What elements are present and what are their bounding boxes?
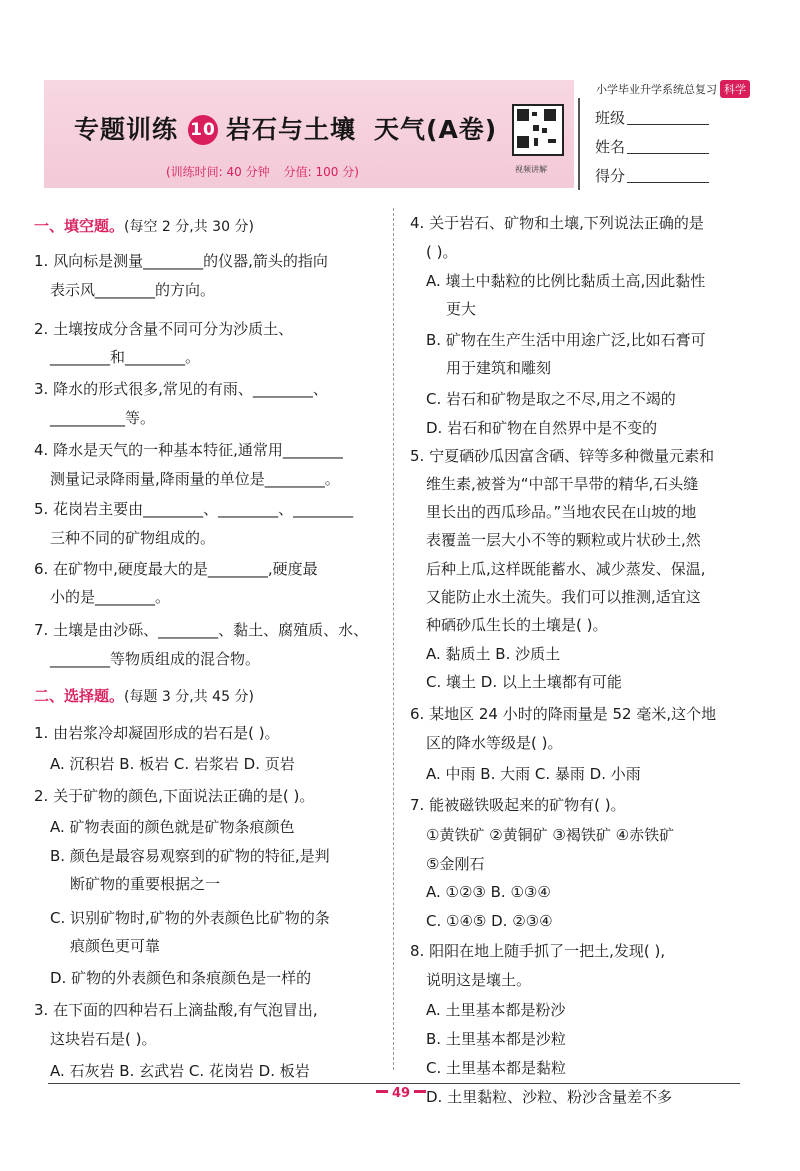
question-line: 2. 关于矿物的颜色,下面说法正确的是( )。: [34, 787, 315, 805]
footer-rule: [48, 1083, 740, 1084]
question-line: 2. 土壤按成分含量不同可分为沙质土、: [34, 320, 294, 338]
section-heading: [34, 212, 254, 241]
name-field[interactable]: [595, 136, 709, 157]
question-text-line: 区的降水等级是( )。: [426, 734, 563, 752]
class-field[interactable]: [595, 107, 709, 128]
series-label: [596, 80, 746, 98]
score-value: 分值: 100 分): [283, 165, 359, 179]
question-text-line: A. 壤土中黏粒的比例比黏质土高,因此黏性: [426, 272, 706, 290]
class-label: 班级: [595, 109, 626, 127]
question-text-line: ( )。: [426, 243, 458, 261]
question-text-line: 小的是________。: [50, 588, 171, 606]
column-divider: [393, 208, 394, 1070]
question-line: 6. 某地区 24 小时的降雨量是 52 毫米,这个地: [410, 705, 717, 723]
question-line: 3. 降水的形式很多,常见的有雨、________、: [34, 380, 328, 398]
question-text-line: A. 石灰岩 B. 玄武岩 C. 花岗岩 D. 板岩: [50, 1062, 310, 1080]
question-text-line: A. 沉积岩 B. 板岩 C. 岩浆岩 D. 页岩: [50, 755, 295, 773]
question-text-line: C. 岩石和矿物是取之不尽,用之不竭的: [426, 390, 676, 408]
question-text-line: C. 土里基本都是黏粒: [426, 1059, 567, 1077]
title-prefix: 专题训练: [74, 115, 179, 144]
question-text-line: D. 土里黏粒、沙粒、粉沙含量差不多: [426, 1088, 673, 1106]
question-text-line: B. 颜色是最容易观察到的矿物的特征,是判: [50, 847, 330, 865]
title-second: 天气(A卷): [374, 115, 498, 144]
section-title: 一、填空题。: [34, 217, 125, 235]
subject-tag: 科学: [720, 80, 750, 98]
question-text-line: 说明这是壤土。: [426, 971, 532, 989]
question-text-line: A. 土里基本都是粉沙: [426, 1001, 566, 1019]
question-text-line: C. ①④⑤ D. ②③④: [426, 912, 553, 930]
question-line: 5. 花岗岩主要由________、________、________: [34, 500, 354, 518]
question-text-line: 断矿物的重要根据之一: [70, 875, 221, 893]
page-number-text: 49: [392, 1086, 411, 1101]
question-line: 4. 关于岩石、矿物和土壤,下列说法正确的是: [410, 214, 704, 232]
series-name: 小学毕业升学系统总复习: [596, 83, 717, 96]
class-blank[interactable]: [627, 110, 709, 125]
name-label: 姓名: [595, 138, 626, 156]
question-text-line: 表覆盖一层大小不等的颗粒或片状砂土,然: [426, 531, 701, 549]
question-text-line: 这块岩石是( )。: [50, 1030, 157, 1048]
question-text-line: A. 中雨 B. 大雨 C. 暴雨 D. 小雨: [426, 765, 641, 783]
question-line: 8. 阳阳在地上随手抓了一把土,发现( ),: [410, 942, 666, 960]
page-number: [372, 1086, 430, 1101]
question-text-line: ________等物质组成的混合物。: [50, 650, 261, 668]
question-text-line: __________等。: [50, 409, 156, 427]
question-text-line: 表示风________的方向。: [50, 281, 216, 299]
page-title: [74, 110, 497, 146]
question-text-line: 更大: [446, 300, 477, 318]
question-line: 5. 宁夏硒砂瓜因富含硒、锌等多种微量元素和: [410, 447, 715, 465]
qr-code-icon[interactable]: [512, 104, 564, 156]
question-text-line: 三种不同的矿物组成的。: [50, 529, 216, 547]
question-text-line: ⑤金刚石: [426, 855, 485, 873]
question-text-line: B. 土里基本都是沙粒: [426, 1030, 566, 1048]
question-text-line: 维生素,被誉为“中部干旱带的精华,石头缝: [426, 475, 699, 493]
question-line: 1. 风向标是测量________的仪器,箭头的指向: [34, 252, 328, 270]
question-line: 6. 在矿物中,硬度最大的是________,硬度最: [34, 560, 318, 578]
training-meta: [166, 163, 373, 180]
question-line: 7. 能被磁铁吸起来的矿物有( )。: [410, 796, 626, 814]
question-text-line: ①黄铁矿 ②黄铜矿 ③褐铁矿 ④赤铁矿: [426, 826, 675, 844]
question-text-line: ________和________。: [50, 348, 201, 366]
title-banner: [44, 80, 574, 188]
question-line: 7. 土壤是由沙砾、________、黏土、腐殖质、水、: [34, 621, 369, 639]
question-text-line: A. 黏质土 B. 沙质土: [426, 645, 561, 663]
question-text-line: 痕颜色更可靠: [70, 937, 161, 955]
score-field[interactable]: [595, 165, 709, 186]
section-heading: [34, 682, 254, 711]
question-text-line: 种硒砂瓜生长的土壤是( )。: [426, 616, 608, 634]
score-blank[interactable]: [627, 168, 709, 183]
section-note: (每空 2 分,共 30 分): [124, 219, 254, 235]
score-label: 得分: [595, 167, 626, 185]
question-text-line: A. 矿物表面的颜色就是矿物条痕颜色: [50, 818, 295, 836]
question-text-line: 又能防止水土流失。我们可以推测,适宜这: [426, 588, 701, 606]
question-text-line: D. 岩石和矿物在自然界中是不变的: [426, 419, 658, 437]
question-text-line: 测量记录降雨量,降雨量的单位是________。: [50, 470, 340, 488]
title-main: 岩石与土壤: [226, 115, 357, 144]
question-line: 3. 在下面的四种岩石上滴盐酸,有气泡冒出,: [34, 1001, 318, 1019]
title-number-badge: 10: [188, 115, 218, 145]
question-text-line: A. ①②③ B. ①③④: [426, 883, 551, 901]
question-text-line: C. 壤土 D. 以上土壤都有可能: [426, 673, 622, 691]
section-note: (每题 3 分,共 45 分): [124, 689, 254, 705]
question-text-line: D. 矿物的外表颜色和条痕颜色是一样的: [50, 969, 312, 987]
question-text-line: 用于建筑和雕刻: [446, 359, 552, 377]
section-title: 二、选择题。: [34, 687, 125, 705]
student-info-box: [578, 98, 742, 190]
question-line: 4. 降水是天气的一种基本特征,通常用________: [34, 441, 343, 459]
question-text-line: 里长出的西瓜珍品。”当地农民在山坡的地: [426, 503, 697, 521]
question-text-line: B. 矿物在生产生活中用途广泛,比如石膏可: [426, 331, 706, 349]
name-blank[interactable]: [627, 139, 709, 154]
question-text-line: C. 识别矿物时,矿物的外表颜色比矿物的条: [50, 909, 330, 927]
question-line: 1. 由岩浆冷却凝固形成的岩石是( )。: [34, 724, 280, 742]
qr-caption: 视频讲解: [515, 165, 547, 174]
question-text-line: 后种上瓜,这样既能蓄水、减少蒸发、保温,: [426, 560, 706, 578]
training-time: (训练时间: 40 分钟: [166, 165, 270, 179]
